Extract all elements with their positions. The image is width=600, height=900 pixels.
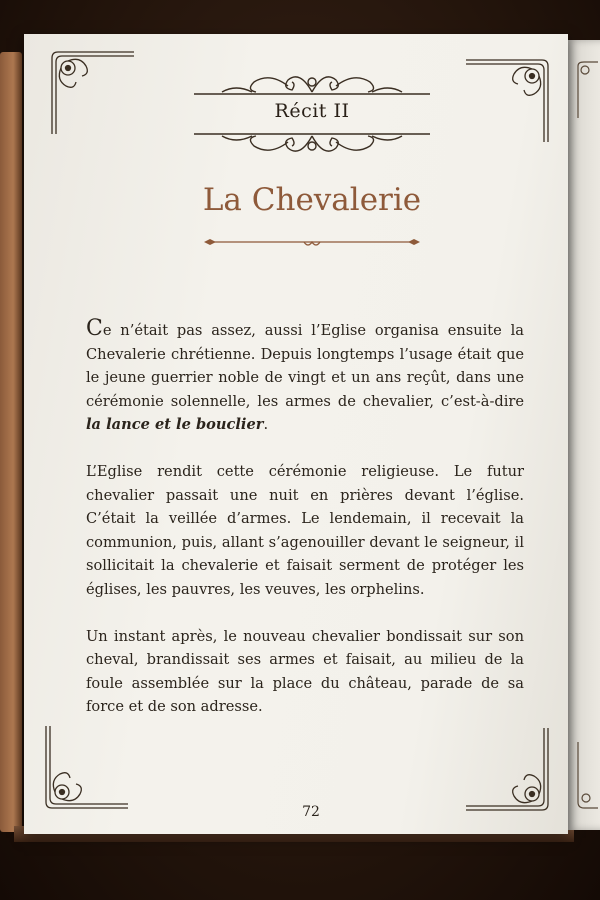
facing-page: [566, 40, 600, 830]
book-page: [24, 34, 568, 834]
paragraph-text: L’Eglise rendit cette cérémonie religieuse. Le futur chevalier passait une nuit en prières devant l’église. C’était la veillée d’armes. Le lendemain, il recevait la communion, puis, allant s’agenouiller devant le seigneur, il sollicitait la chevalerie et faisait serment de protéger les églises, les pauvres, les veuves, les orphelins.: [86, 463, 524, 598]
paragraph-text-end: .: [263, 416, 269, 433]
paragraph-text: Un instant après, le nouveau chevalier bondissait sur son cheval, brandissait ses armes et faisait, au milieu de la foule assemblée sur la place du château, parade de sa force et de son adresse.: [86, 627, 524, 715]
paragraph: [86, 460, 524, 601]
page-number: 72: [302, 804, 320, 820]
flourish-ornament-icon: [192, 62, 432, 102]
paragraph: [86, 318, 524, 437]
flourish-ornament-icon: [192, 126, 432, 166]
paragraph: [86, 625, 524, 719]
drop-cap: C: [86, 316, 103, 341]
title-divider-icon: [204, 234, 420, 250]
corner-ornament-icon: [464, 54, 554, 144]
corner-ornament-icon: [574, 740, 600, 810]
paragraph-text: e n’était pas assez, aussi l’Eglise organisa ensuite la Chevalerie chrétienne. Depuis longtemps l’usage était que le jeune guerrier noble de vingt et un ans reçût, dans une cérémonie solennelle, les armes de chevalier, c’est-à-dire: [86, 322, 524, 410]
section-heading: Récit II: [274, 100, 350, 122]
book-spine-edge: [0, 52, 22, 832]
body-text: [86, 318, 524, 742]
corner-ornament-icon: [46, 46, 136, 136]
corner-ornament-icon: [574, 60, 600, 120]
emphasized-text: la lance et le bouclier: [86, 416, 264, 433]
chapter-title: La Chevalerie: [202, 182, 422, 218]
